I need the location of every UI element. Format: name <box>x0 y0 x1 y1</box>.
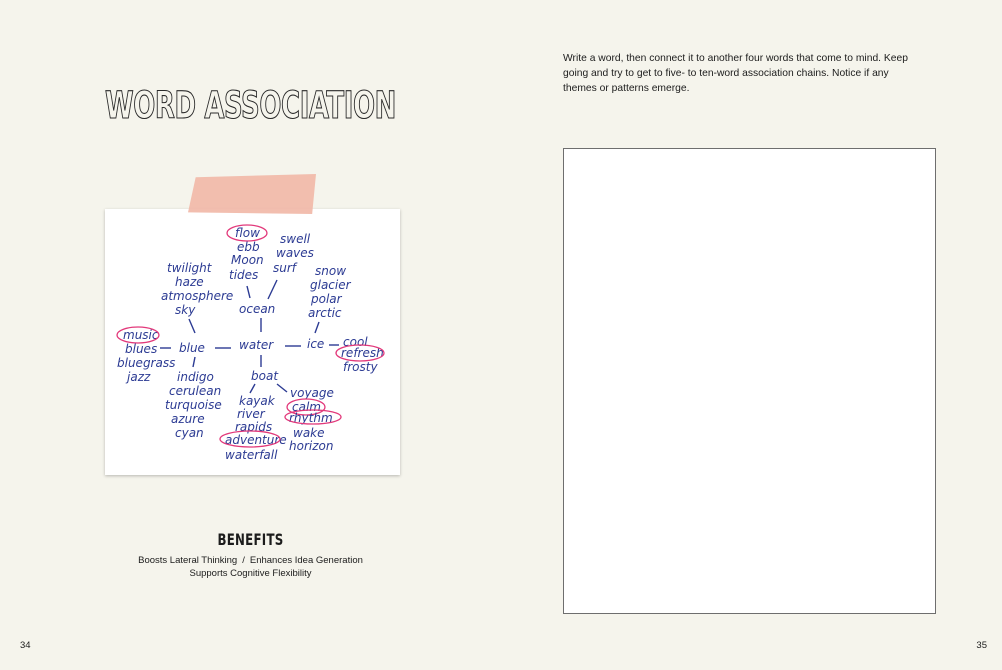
word-rhythm: rhythm <box>289 411 333 425</box>
word-blues: blues <box>125 342 158 356</box>
word-ocean: ocean <box>239 302 276 316</box>
page-title: WORD ASSOCIATION <box>104 84 397 127</box>
word-waves: waves <box>276 246 314 260</box>
word-water: water <box>239 338 274 352</box>
word-wake: wake <box>293 426 325 440</box>
mindmap-photo <box>105 209 400 475</box>
word-ice: ice <box>307 337 325 351</box>
word-frosty: frosty <box>343 360 378 374</box>
word-swell: swell <box>280 232 311 246</box>
benefits-line-1 <box>0 555 501 566</box>
benefit-item: Boosts Lateral Thinking <box>138 555 238 566</box>
benefits-line-2 <box>0 568 501 579</box>
mindmap-drawing <box>105 209 400 475</box>
link-sky-blue <box>189 319 195 333</box>
masking-tape <box>188 174 316 214</box>
word-river: river <box>237 407 265 421</box>
word-jazz: jazz <box>127 370 151 384</box>
word-cyan: cyan <box>175 426 204 440</box>
word-blue: blue <box>179 341 205 355</box>
word-arctic: arctic <box>308 306 342 320</box>
word-calm: calm <box>292 400 321 414</box>
word-voyage: voyage <box>290 386 334 400</box>
right-page <box>501 0 1002 670</box>
word-refresh: refresh <box>341 346 384 360</box>
word-waterfall: waterfall <box>225 448 278 462</box>
writing-area[interactable] <box>563 148 936 614</box>
word-turquoise: turquoise <box>165 398 222 412</box>
link-tides-ocean <box>247 286 250 298</box>
page-number-right: 35 <box>976 640 987 651</box>
word-rapids: rapids <box>235 420 273 434</box>
word-glacier: glacier <box>310 278 351 292</box>
word-surf: surf <box>273 261 297 275</box>
word-polar: polar <box>311 292 342 306</box>
link-surf-ocean <box>268 280 277 299</box>
word-cool: cool <box>343 335 368 349</box>
word-horizon: horizon <box>289 439 334 453</box>
link-boat-kayak <box>250 384 255 393</box>
word-indigo: indigo <box>177 370 214 384</box>
word-adventure: adventure <box>225 433 287 447</box>
benefit-separator: / <box>242 555 245 566</box>
benefit-item: Supports Cognitive Flexibility <box>189 568 312 579</box>
word-flow: flow <box>235 226 260 240</box>
page-number-left: 34 <box>20 640 31 651</box>
word-sky: sky <box>175 303 196 317</box>
word-bluegrass: bluegrass <box>117 356 176 370</box>
word-twilight: twilight <box>167 261 212 275</box>
benefit-item: Enhances Idea Generation <box>249 555 363 566</box>
link-boat-voyage <box>277 384 287 392</box>
word-tides: tides <box>229 268 259 282</box>
word-music: music <box>123 328 159 342</box>
benefits-heading: BENEFITS <box>217 530 284 549</box>
word-cerulean: cerulean <box>169 384 222 398</box>
word-boat: boat <box>251 369 279 383</box>
word-atmosphere: atmosphere <box>161 289 234 303</box>
word-snow: snow <box>315 264 347 278</box>
word-kayak: kayak <box>239 394 275 408</box>
word-ebb: ebb <box>237 240 260 254</box>
word-azure: azure <box>171 412 205 426</box>
link-blue-indigo <box>193 357 195 367</box>
word-haze: haze <box>175 275 204 289</box>
link-arctic-ice <box>315 322 319 333</box>
word-moon: Moon <box>231 253 264 267</box>
instructions-text: Write a word, then connect it to another four words that come to mind. Keep going and try to get to five- to ten-word association chains. Notice if any themes or patterns emerge. <box>563 53 908 94</box>
